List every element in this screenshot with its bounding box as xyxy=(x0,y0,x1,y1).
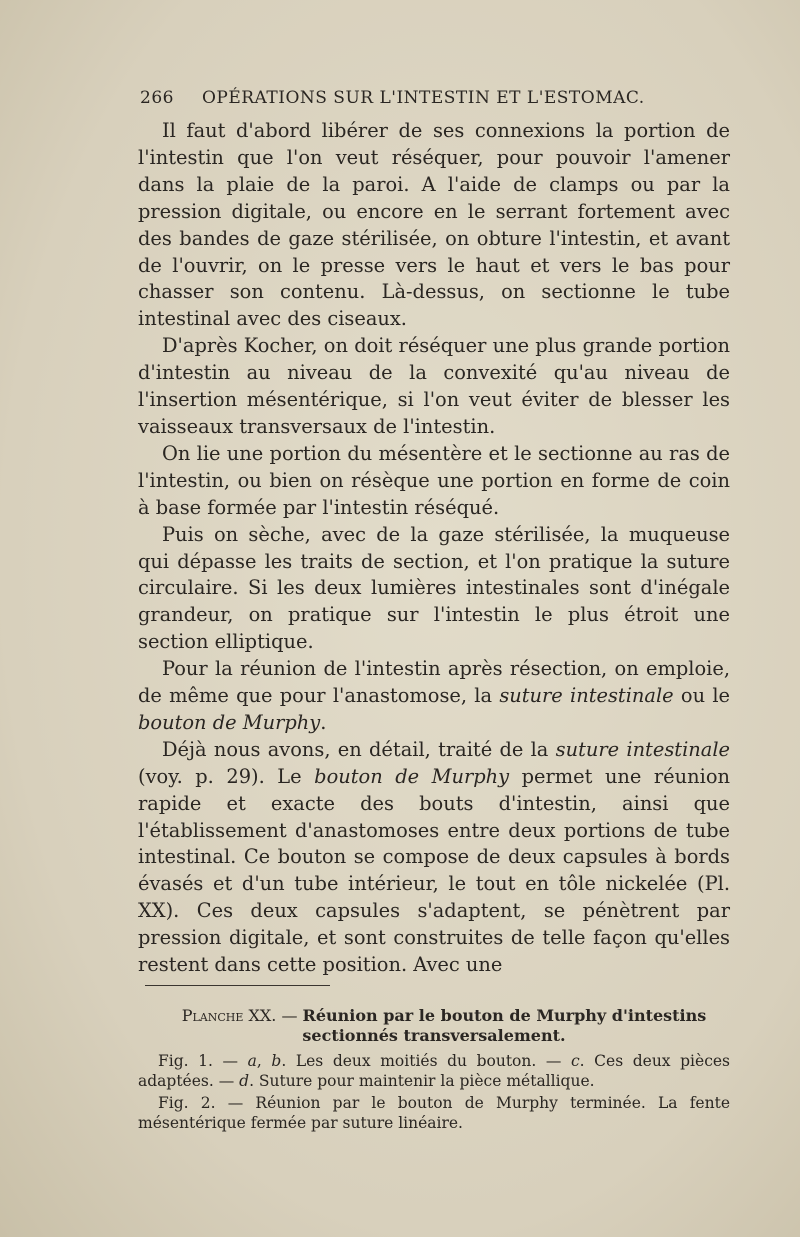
italic-term: bouton de Murphy xyxy=(138,710,321,734)
plate-title: Réunion par le bouton de Murphy d'intestins sectionnés transversalement. xyxy=(302,1006,707,1045)
plate-label: Planche XX. xyxy=(181,1006,277,1025)
fig-letter: c xyxy=(570,1052,580,1070)
fig-text: , xyxy=(256,1052,272,1070)
figure-1-legend xyxy=(138,1052,730,1091)
paragraph-text: Déjà nous avons, en détail, traité de la xyxy=(162,737,556,761)
running-title: OPÉRATIONS SUR L'INTESTIN ET L'ESTOMAC. xyxy=(201,88,645,108)
fig-letter: d xyxy=(239,1071,250,1090)
italic-term: bouton de Murphy xyxy=(314,764,510,788)
paragraph xyxy=(138,118,730,333)
fig-letter: a xyxy=(247,1052,257,1070)
paragraph xyxy=(138,522,730,657)
body-text xyxy=(138,118,730,979)
fig-text: . Suture pour maintenir la pièce métallique. xyxy=(249,1071,595,1090)
paragraph xyxy=(138,333,730,441)
fig-text: . Ces deux pièces adaptées. — xyxy=(138,1052,730,1090)
paragraph-text: (voy. p. 29). Le xyxy=(138,764,315,788)
caption-dash: — xyxy=(276,1006,303,1025)
plate-caption xyxy=(138,1006,730,1133)
plate-heading xyxy=(138,1006,730,1046)
paragraph-text: . xyxy=(320,710,327,734)
page-number: 266 xyxy=(140,88,174,108)
paragraph-text: Pour la réunion de l'intestin après résection, on emploie, de même que pour l'anastomose, la xyxy=(138,657,730,708)
figure-2-legend: Fig. 2. — Réunion par le bouton de Murphy terminée. La fente mésentérique fermée par suture linéaire. xyxy=(138,1094,730,1132)
paragraph-text: Puis on sèche, avec de la gaze stérilisée, la muqueuse qui dépasse les traits de section, et l'on pratique la suture circulaire. Si les deux lumières intestinales sont d'inégale grandeur, on pratique sur l'intestin le plus étroit une section elliptique. xyxy=(138,522,730,654)
paragraph xyxy=(138,737,730,979)
paragraph-text: ou le xyxy=(673,684,730,708)
paragraph-text: D'après Kocher, on doit réséquer une plus grande portion d'intestin au niveau de la convexité qu'au niveau de l'insertion mésentérique, si l'on veut éviter de blesser les vaisseaux transversaux de l'intestin. xyxy=(138,334,730,438)
fig-text: . Les deux moitiés du bouton. — xyxy=(281,1052,571,1070)
page-header xyxy=(140,88,680,108)
paragraph xyxy=(138,441,730,522)
paragraph-text: On lie une portion du mésentère et le sectionne au ras de l'intestin, ou bien on résèque une portion en forme de coin à base formée par l'intestin réséqué. xyxy=(138,441,730,519)
paragraph-text: Il faut d'abord libérer de ses connexions la portion de l'intestin que l'on veut réséquer, pour pouvoir l'amener dans la plaie de la paroi. A l'aide de clamps ou par la pression digitale, ou encore en le serrant fortement avec des bandes de gaze stérilisée, on obture l'intestin, et avant de l'ouvrir, on le presse vers le haut et vers le bas pour chasser son contenu. Là-dessus, on sectionne le tube intestinal avec des ciseaux. xyxy=(138,119,730,331)
footnote-divider xyxy=(145,985,330,986)
italic-term: suture intestinale xyxy=(555,737,730,761)
paragraph xyxy=(138,656,730,737)
fig-text: Fig. 1. — xyxy=(158,1052,248,1070)
fig-letter: b xyxy=(271,1052,282,1070)
italic-term: suture intestinale xyxy=(499,684,674,708)
paragraph-text: permet une réunion rapide et exacte des bouts d'intestin, ainsi que l'établissement d'anastomoses entre deux portions de tube intestinal. Ce bouton se compose de deux capsules à bords évasés et d'un tube intérieur, le tout en tôle nickelée (Pl. XX). Ces deux capsules s'adaptent, se pénètrent par pression digitale, et sont construites de telle façon qu'elles restent dans cette position. Avec une xyxy=(138,764,731,977)
